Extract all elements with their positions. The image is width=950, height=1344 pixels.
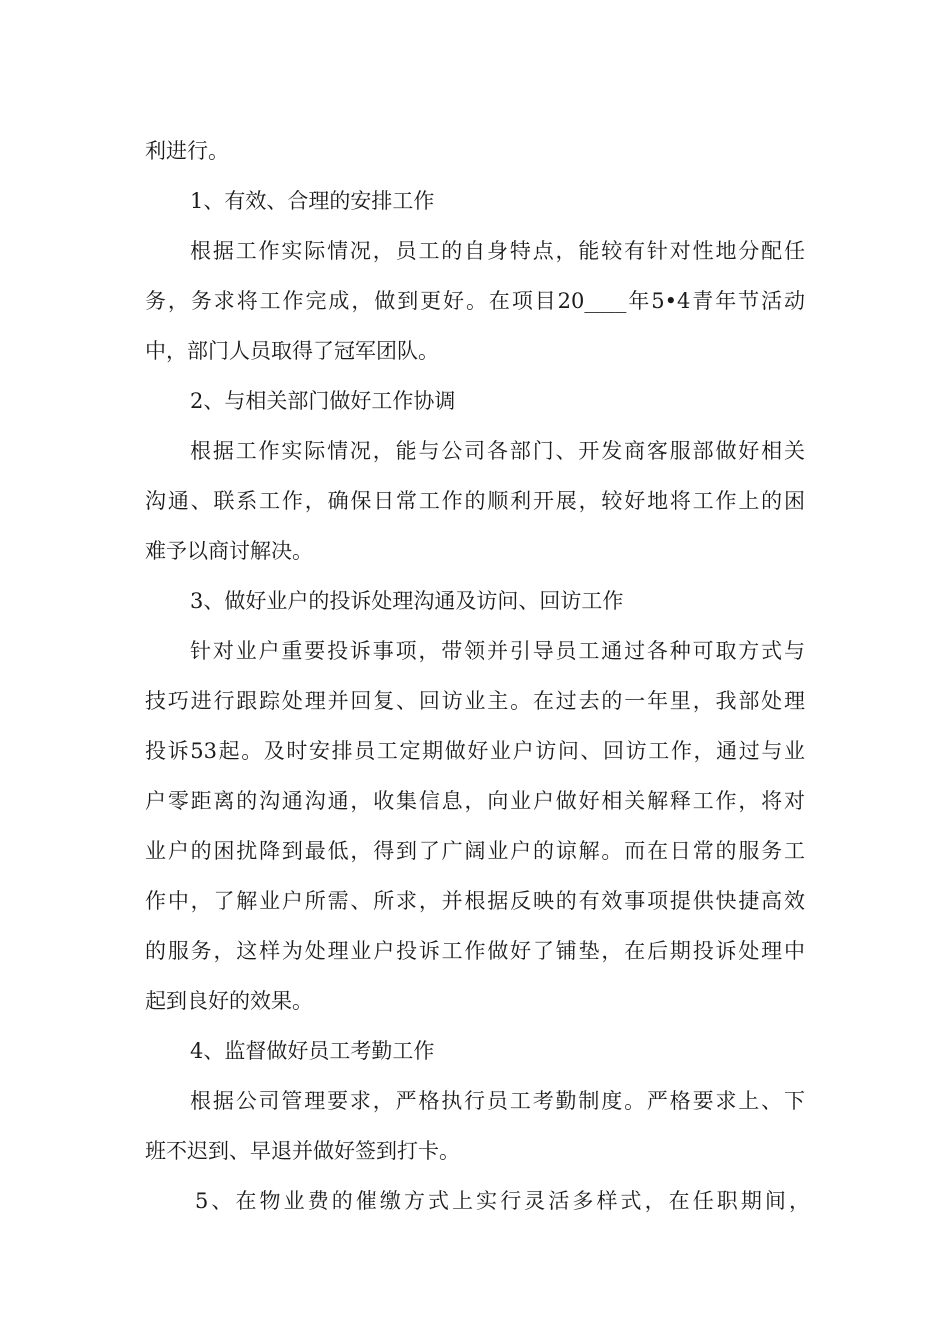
section-heading-5: 5、在物业费的催缴方式上实行灵活多样式，在任职期间，: [195, 1189, 810, 1213]
text-line: 针对业户重要投诉事项，带领并引导员工通过各种可取方式与: [190, 639, 805, 663]
text-line: 利进行。: [145, 139, 229, 163]
section-heading-3: 3、做好业户的投诉处理沟通及访问、回访工作: [190, 589, 624, 613]
text-line: 难予以商讨解决。: [145, 539, 313, 563]
text-line: 班不迟到、早退并做好签到打卡。: [145, 1139, 460, 1163]
section-heading-4: 4、监督做好员工考勤工作: [190, 1039, 435, 1063]
text-line: 起到良好的效果。: [145, 989, 313, 1013]
text-line: 务，务求将工作完成，做到更好。在项目20____年5•4青年节活动: [145, 289, 805, 313]
section-heading-1: 1、有效、合理的安排工作: [190, 189, 435, 213]
section-heading-2: 2、与相关部门做好工作协调: [190, 389, 456, 413]
text-line: 根据工作实际情况，能与公司各部门、开发商客服部做好相关: [190, 439, 805, 463]
text-line: 根据公司管理要求，严格执行员工考勤制度。严格要求上、下: [190, 1089, 805, 1113]
text-line: 中，部门人员取得了冠军团队。: [145, 339, 439, 363]
text-line: 根据工作实际情况，员工的自身特点，能较有针对性地分配任: [190, 239, 805, 263]
text-line: 的服务，这样为处理业户投诉工作做好了铺垫，在后期投诉处理中: [145, 939, 805, 963]
text-line: 沟通、联系工作，确保日常工作的顺利开展，较好地将工作上的困: [145, 489, 805, 513]
text-line: 业户的困扰降到最低，得到了广阔业户的谅解。而在日常的服务工: [145, 839, 805, 863]
text-line: 作中，了解业户所需、所求，并根据反映的有效事项提供快捷高效: [145, 889, 805, 913]
text-line: 户零距离的沟通沟通，收集信息，向业户做好相关解释工作，将对: [145, 789, 805, 813]
text-line: 技巧进行跟踪处理并回复、回访业主。在过去的一年里，我部处理: [145, 689, 805, 713]
text-line: 投诉53起。及时安排员工定期做好业户访问、回访工作，通过与业: [145, 739, 805, 763]
